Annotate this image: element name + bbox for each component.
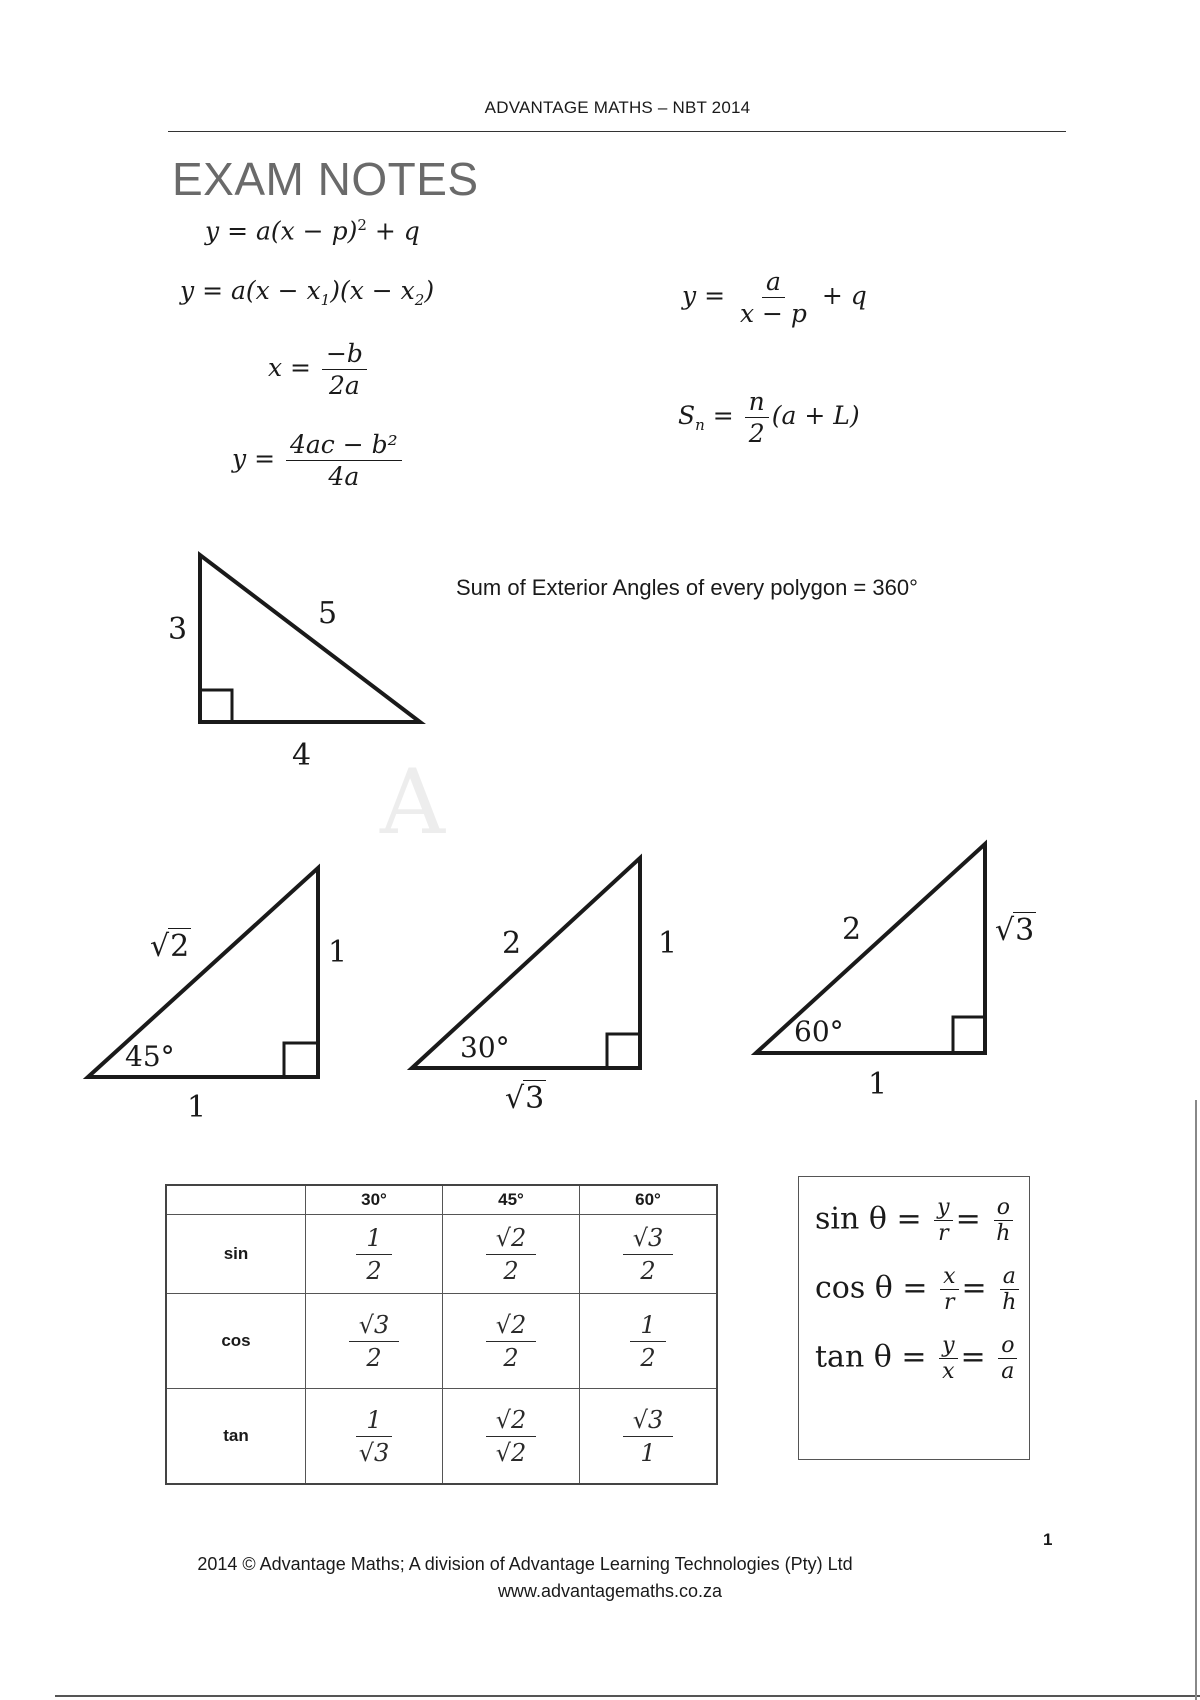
page-header: ADVANTAGE MATHS – NBT 2014	[484, 98, 751, 117]
table-row	[166, 1294, 717, 1389]
page-right-edge	[1195, 1100, 1197, 1700]
right-angle-mark	[607, 1034, 640, 1068]
formula-root-form: $y = a(x - x_1)(x - x_2)$	[180, 276, 435, 309]
table-cell: $\frac{√2}{2}$	[443, 1294, 580, 1389]
hyp-label-2: 2	[502, 926, 522, 961]
table-header-row	[166, 1185, 717, 1215]
page-title: EXAM NOTES	[172, 153, 479, 205]
table-cell: $\frac{√2}{2}$	[443, 1215, 580, 1294]
angle-label-30: 30°	[460, 1031, 510, 1064]
row-header-tan: tan	[166, 1389, 306, 1485]
watermark-logo: A	[380, 750, 449, 855]
triangle-60	[756, 844, 985, 1053]
side-label-5: 5	[318, 596, 338, 631]
table-cell: $\frac{√3}{2}$	[580, 1215, 718, 1294]
angle-label-60: 60°	[794, 1015, 844, 1048]
formula-hyperbola: y = $\frac{a}{x - p}$ + q	[682, 267, 867, 328]
row-header-sin: sin	[166, 1215, 306, 1294]
definition-tan: tan θ = $\frac{y}{x}$ = $\frac{o}{a}$	[815, 1333, 1029, 1384]
table-cell: $\frac{1}{2}$	[306, 1215, 443, 1294]
table-row	[166, 1389, 717, 1485]
opp-label-sqrt3: √3	[995, 913, 1035, 948]
table-cell: $\frac{√3}{2}$	[306, 1294, 443, 1389]
opp-label-1: 1	[328, 935, 348, 970]
right-angle-mark	[284, 1043, 318, 1077]
opp-label-1: 1	[658, 926, 678, 961]
definition-sin: sin θ = $\frac{y}{r}$ = $\frac{o}{h}$	[815, 1195, 1029, 1246]
column-header	[166, 1185, 306, 1215]
table-cell: $\frac{√3}{1}$	[580, 1389, 718, 1485]
trig-definitions-box	[798, 1176, 1030, 1460]
page-number: 1	[1043, 1530, 1053, 1549]
table-row	[166, 1215, 717, 1294]
right-angle-mark	[953, 1017, 985, 1053]
side-label-3: 3	[168, 612, 188, 647]
formula-turning-point-y: y = $\frac{\text{4ac − b²}}{4a}$	[232, 430, 405, 491]
definition-cos: cos θ = $\frac{x}{r}$ = $\frac{a}{h}$	[815, 1264, 1029, 1315]
adj-label-1: 1	[187, 1090, 207, 1125]
column-header: 60°	[580, 1185, 718, 1215]
formula-vertex-form: $y = a(x - p)^2 + q$	[205, 216, 420, 246]
page-bottom-edge	[55, 1695, 1200, 1697]
hyp-label-2: 2	[842, 912, 862, 947]
angle-label-45: 45°	[125, 1040, 175, 1073]
right-angle-mark	[200, 690, 232, 722]
formula-axis-of-symmetry: x = $\frac{-b}{2a}$	[268, 339, 370, 400]
hyp-label-sqrt2: √2	[150, 929, 190, 964]
adj-label-1: 1	[868, 1067, 888, 1102]
footer-copyright: 2014 © Advantage Maths; A division of Advantage Learning Technologies (Pty) Ltd	[197, 1554, 853, 1574]
adj-label-sqrt3: √3	[505, 1081, 545, 1116]
exterior-angles-note: Sum of Exterior Angles of every polygon = 360°	[456, 575, 918, 600]
trig-values-table	[165, 1184, 718, 1485]
table-cell: $\frac{√2}{√2}$	[443, 1389, 580, 1485]
column-header: 45°	[443, 1185, 580, 1215]
row-header-cos: cos	[166, 1294, 306, 1389]
column-header: 30°	[306, 1185, 443, 1215]
table-cell: $\frac{1}{2}$	[580, 1294, 718, 1389]
footer-website: www.advantagemaths.co.za	[497, 1581, 723, 1601]
table-cell: $\frac{1}{√3}$	[306, 1389, 443, 1485]
formula-arithmetic-series-sum: $S_n$ = $\frac{n}{2}$ (a + L)	[678, 387, 860, 448]
side-label-4: 4	[292, 738, 312, 773]
